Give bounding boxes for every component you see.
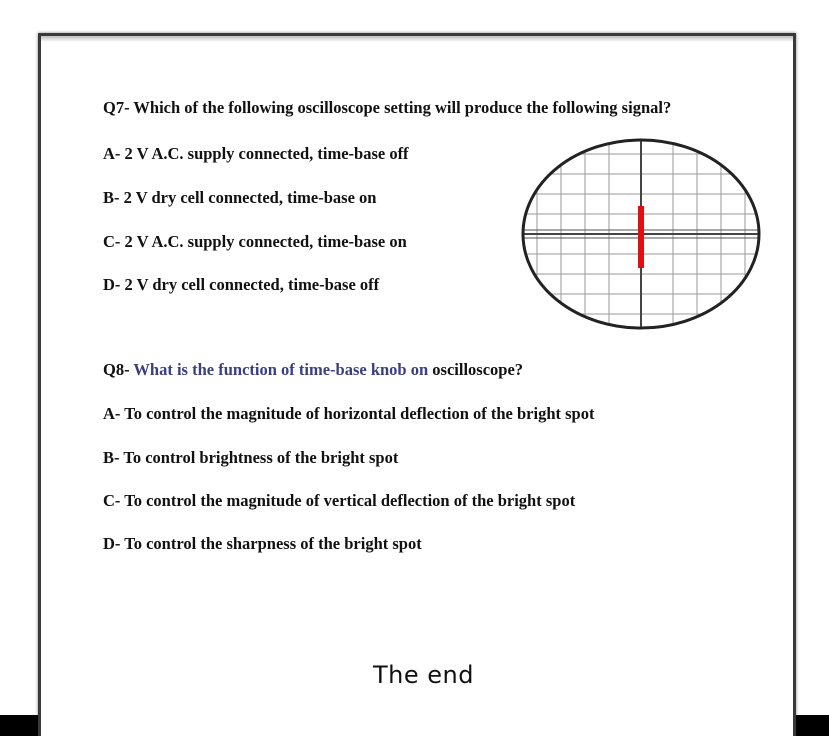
q8-option-c: C- To control the magnitude of vertical deflection of the bright spot (103, 491, 576, 510)
q8-number: Q8- (103, 360, 130, 379)
q7-question: Q7- Which of the following oscilloscope setting will produce the following signal? (103, 98, 672, 117)
q7-option-a: A- 2 V A.C. supply connected, time-base off (103, 144, 409, 163)
q8-question-tail: oscilloscope? (432, 360, 524, 379)
oscilloscope-screen-figure (517, 134, 765, 334)
vertical-trace-line (638, 206, 644, 268)
q8-option-d: D- To control the sharpness of the bright spot (103, 534, 422, 553)
q7-option-d: D- 2 V dry cell connected, time-base off (103, 275, 380, 294)
q8-question (103, 360, 523, 380)
q7-option-b: B- 2 V dry cell connected, time-base on (103, 188, 377, 207)
worksheet (38, 33, 796, 736)
the-end-text: The end (373, 661, 474, 689)
q8-question-highlight: What is the function of time-base knob on (133, 360, 429, 379)
q8-option-a: A- To control the magnitude of horizontal deflection of the bright spot (103, 404, 595, 423)
q7-option-c: C- 2 V A.C. supply connected, time-base on (103, 232, 407, 251)
q8-option-b: B- To control brightness of the bright spot (103, 448, 399, 467)
